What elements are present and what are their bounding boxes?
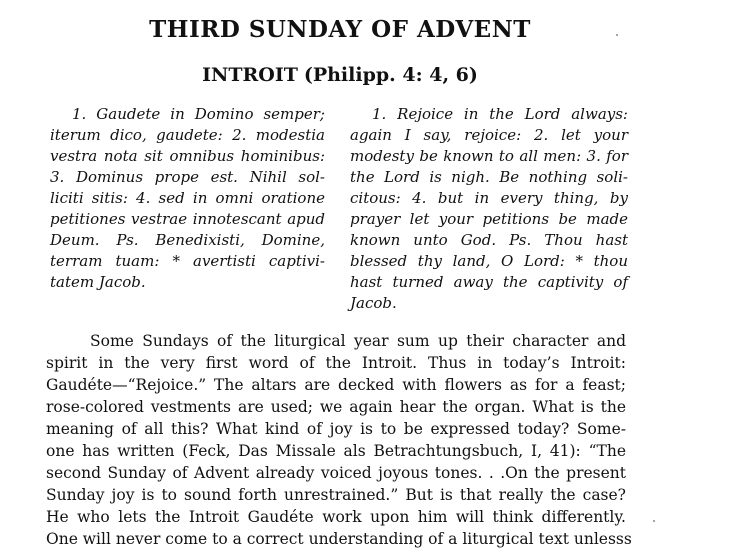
page-speck (653, 520, 655, 522)
page-title: THIRD SUNDAY OF ADVENT (149, 16, 531, 43)
column-line: prayer let your petitions be made (350, 210, 628, 228)
paragraph-line: Gaudéte—“Rejoice.” The altars are decked with flowers as for a feast; (46, 376, 626, 394)
column-line: 1. Rejoice in the Lord always: (372, 105, 628, 123)
paragraph-line: second Sunday of Advent already voiced joyous tones. . .On the present (46, 464, 626, 482)
latin-text-column (50, 104, 325, 293)
column-line: terram tuam: * avertisti captivi- (50, 252, 325, 270)
column-line: known unto God. Ps. Thou hast (350, 231, 628, 249)
column-line: hast turned away the captivity of (350, 273, 628, 291)
column-line: the Lord is nigh. Be nothing soli- (350, 168, 628, 186)
introit-label: INTROIT (202, 64, 298, 86)
english-text-column (350, 104, 628, 314)
column-line: tatem Jacob. (50, 273, 146, 291)
commentary-paragraph (46, 330, 632, 550)
page-speck (616, 34, 618, 36)
column-line: vestra nota sit omnibus hominibus: (50, 147, 325, 165)
paragraph-line: One will never come to a correct understanding of a liturgical text unlesss (46, 530, 632, 548)
column-line: Deum. Ps. Benedixisti, Domine, (50, 231, 325, 249)
paragraph-line: spirit in the very first word of the Introit. Thus in today’s Introit: (46, 354, 626, 372)
column-line: modesty be known to all men: 3. for (350, 147, 628, 165)
paragraph-line: Sunday joy is to sound forth unrestrained.” But is that really the case? (46, 486, 626, 504)
paragraph-line: one has written (Feck, Das Missale als Betrachtungsbuch, I, 41): “The (46, 442, 626, 460)
paragraph-line: meaning of all this? What kind of joy is to be expressed today? Some- (46, 420, 626, 438)
column-line: blessed thy land, O Lord: * thou (350, 252, 628, 270)
column-line: citous: 4. but in every thing, by (350, 189, 628, 207)
column-line: 3. Dominus prope est. Nihil sol- (50, 168, 325, 186)
column-line: Jacob. (350, 294, 397, 312)
column-line: liciti sitis: 4. sed in omni oratione (50, 189, 325, 207)
introit-reference: (Philipp. 4: 4, 6) (303, 64, 478, 86)
paragraph-line: rose-colored vestments are used; we again hear the organ. What is the (46, 398, 626, 416)
column-line: again I say, rejoice: 2. let your (350, 126, 628, 144)
paragraph-line: He who lets the Introit Gaudéte work upon him will think differently. (46, 508, 626, 526)
column-line: petitiones vestrae innotescant apud (50, 210, 325, 228)
column-line: iterum dico, gaudete: 2. modestia (50, 126, 325, 144)
paragraph-line: Some Sundays of the liturgical year sum up their character and (90, 332, 626, 350)
introit-heading (0, 64, 680, 86)
column-line: 1. Gaudete in Domino semper; (72, 105, 325, 123)
